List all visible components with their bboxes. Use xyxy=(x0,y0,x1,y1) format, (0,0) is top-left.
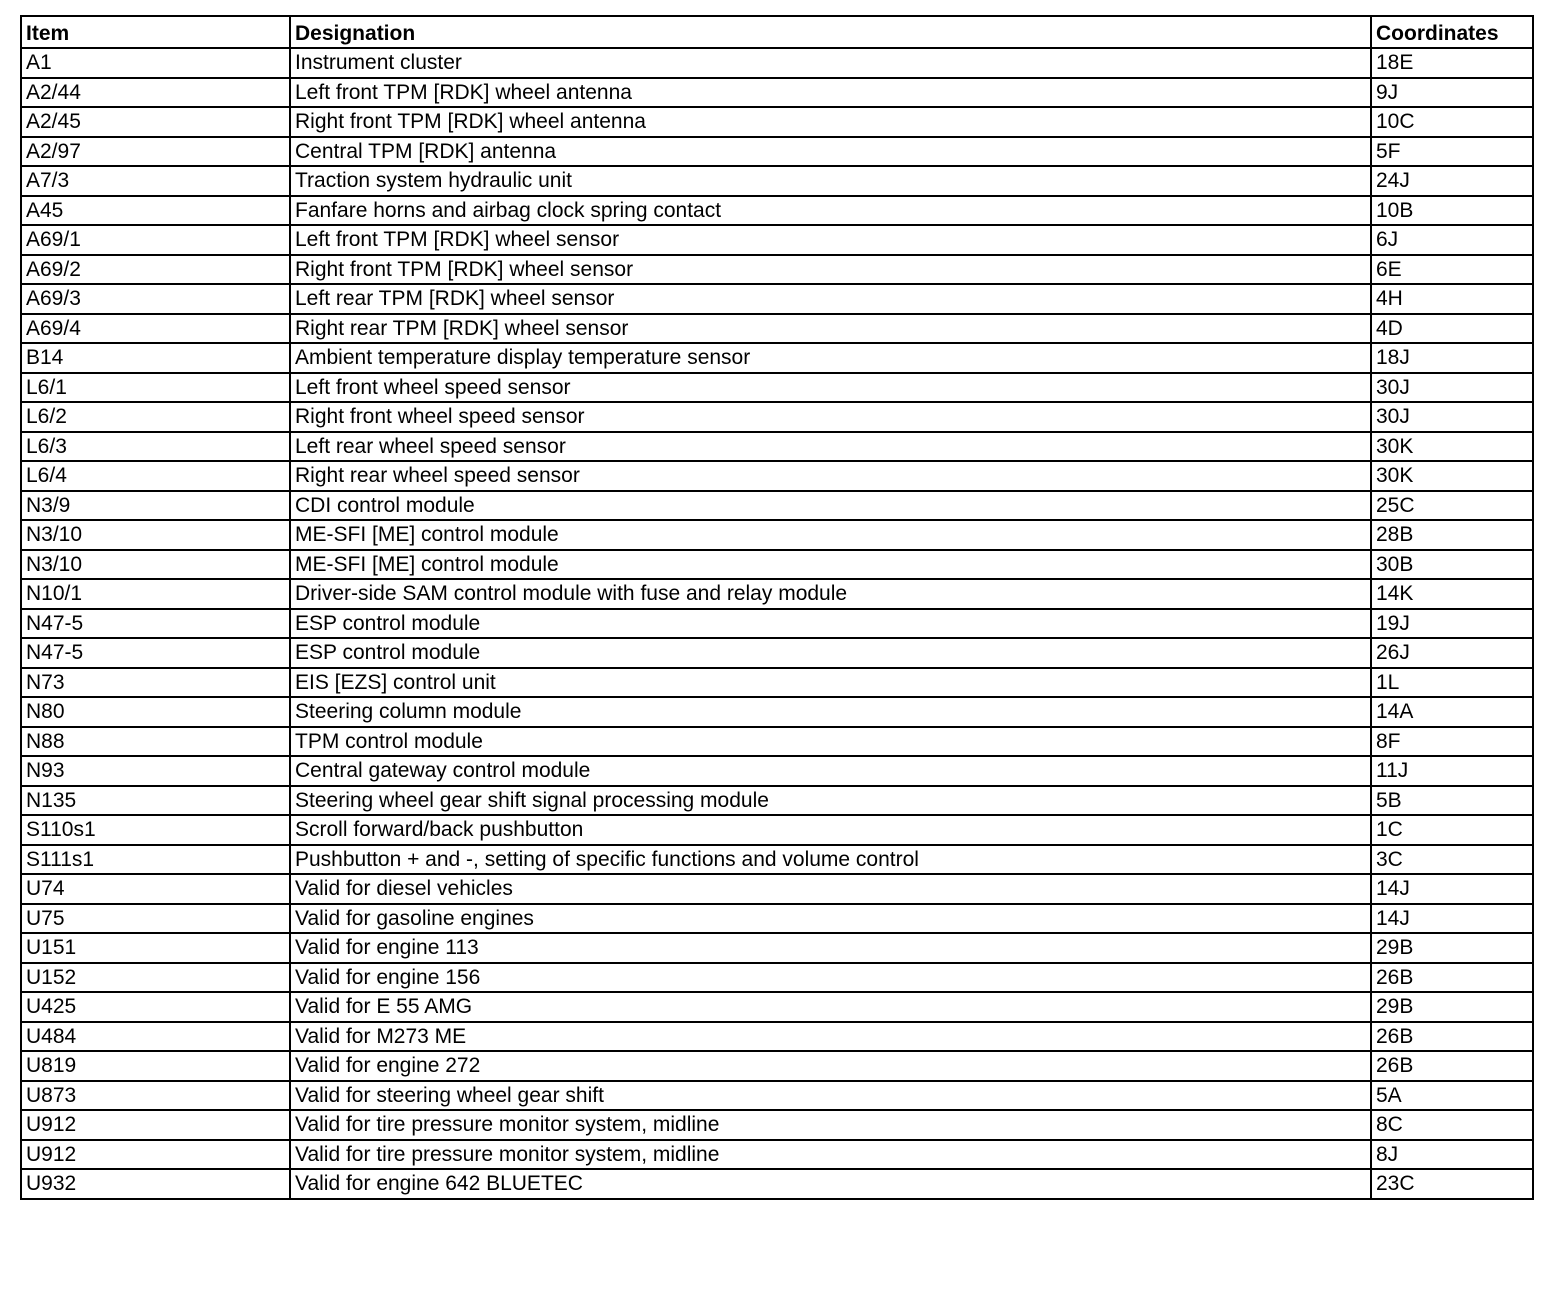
item-cell: N135 xyxy=(21,786,290,816)
coordinates-cell: 26B xyxy=(1371,1051,1533,1081)
coordinates-cell: 1C xyxy=(1371,815,1533,845)
table-row xyxy=(21,343,1533,373)
coordinates-cell: 26B xyxy=(1371,1022,1533,1052)
coordinates-cell: 8J xyxy=(1371,1140,1533,1170)
designation-cell: Valid for steering wheel gear shift xyxy=(290,1081,1371,1111)
item-cell: U152 xyxy=(21,963,290,993)
table-row xyxy=(21,609,1533,639)
coordinates-cell: 6J xyxy=(1371,225,1533,255)
item-cell: A45 xyxy=(21,196,290,226)
designation-cell: Pushbutton + and -, setting of specific functions and volume control xyxy=(290,845,1371,875)
header-row xyxy=(21,16,1533,48)
table-row xyxy=(21,1169,1533,1199)
coordinates-cell: 24J xyxy=(1371,166,1533,196)
item-cell: A1 xyxy=(21,48,290,78)
table-row xyxy=(21,1051,1533,1081)
item-cell: U484 xyxy=(21,1022,290,1052)
item-cell: S111s1 xyxy=(21,845,290,875)
item-cell: N93 xyxy=(21,756,290,786)
table-row xyxy=(21,196,1533,226)
table-row xyxy=(21,78,1533,108)
table-row xyxy=(21,491,1533,521)
designation-cell: Right front TPM [RDK] wheel sensor xyxy=(290,255,1371,285)
designation-cell: Steering wheel gear shift signal processing module xyxy=(290,786,1371,816)
coordinates-cell: 26B xyxy=(1371,963,1533,993)
table-row xyxy=(21,638,1533,668)
designation-cell: Right front wheel speed sensor xyxy=(290,402,1371,432)
table-row xyxy=(21,520,1533,550)
designation-cell: ESP control module xyxy=(290,609,1371,639)
table-row xyxy=(21,904,1533,934)
designation-cell: Central gateway control module xyxy=(290,756,1371,786)
designation-cell: Valid for gasoline engines xyxy=(290,904,1371,934)
coordinates-cell: 26J xyxy=(1371,638,1533,668)
item-cell: N3/10 xyxy=(21,520,290,550)
item-cell: U151 xyxy=(21,933,290,963)
component-legend-table xyxy=(20,15,1534,1200)
coordinates-cell: 8F xyxy=(1371,727,1533,757)
designation-cell: Driver-side SAM control module with fuse and relay module xyxy=(290,579,1371,609)
item-cell: U819 xyxy=(21,1051,290,1081)
item-cell: A2/45 xyxy=(21,107,290,137)
designation-cell: ME-SFI [ME] control module xyxy=(290,550,1371,580)
designation-cell: Left front TPM [RDK] wheel sensor xyxy=(290,225,1371,255)
item-cell: U912 xyxy=(21,1140,290,1170)
item-cell: N88 xyxy=(21,727,290,757)
designation-cell: CDI control module xyxy=(290,491,1371,521)
designation-cell: Valid for engine 156 xyxy=(290,963,1371,993)
designation-cell: Valid for tire pressure monitor system, midline xyxy=(290,1110,1371,1140)
table-row xyxy=(21,668,1533,698)
item-cell: U932 xyxy=(21,1169,290,1199)
designation-cell: ESP control module xyxy=(290,638,1371,668)
item-cell: N80 xyxy=(21,697,290,727)
designation-cell: Valid for E 55 AMG xyxy=(290,992,1371,1022)
item-cell: B14 xyxy=(21,343,290,373)
coordinates-cell: 14J xyxy=(1371,904,1533,934)
table-row xyxy=(21,963,1533,993)
coordinates-cell: 1L xyxy=(1371,668,1533,698)
item-cell: L6/3 xyxy=(21,432,290,462)
coordinates-cell: 6E xyxy=(1371,255,1533,285)
coordinates-cell: 19J xyxy=(1371,609,1533,639)
table-row xyxy=(21,992,1533,1022)
item-cell: N47-5 xyxy=(21,638,290,668)
designation-cell: Ambient temperature display temperature sensor xyxy=(290,343,1371,373)
designation-cell: Valid for engine 113 xyxy=(290,933,1371,963)
designation-cell: Left front wheel speed sensor xyxy=(290,373,1371,403)
table-row xyxy=(21,432,1533,462)
item-cell: L6/4 xyxy=(21,461,290,491)
designation-cell: Instrument cluster xyxy=(290,48,1371,78)
table-row xyxy=(21,1110,1533,1140)
designation-cell: Valid for engine 642 BLUETEC xyxy=(290,1169,1371,1199)
coordinates-cell: 30J xyxy=(1371,402,1533,432)
coordinates-cell: 10B xyxy=(1371,196,1533,226)
designation-cell: ME-SFI [ME] control module xyxy=(290,520,1371,550)
coordinates-cell: 8C xyxy=(1371,1110,1533,1140)
table-row xyxy=(21,225,1533,255)
table-row xyxy=(21,48,1533,78)
designation-cell: Valid for engine 272 xyxy=(290,1051,1371,1081)
table-row xyxy=(21,550,1533,580)
item-cell: L6/2 xyxy=(21,402,290,432)
coordinates-cell: 29B xyxy=(1371,992,1533,1022)
table-row xyxy=(21,255,1533,285)
item-cell: N3/9 xyxy=(21,491,290,521)
item-cell: N3/10 xyxy=(21,550,290,580)
item-cell: U75 xyxy=(21,904,290,934)
table-row xyxy=(21,933,1533,963)
designation-cell: Valid for tire pressure monitor system, midline xyxy=(290,1140,1371,1170)
item-cell: N47-5 xyxy=(21,609,290,639)
item-cell: A69/1 xyxy=(21,225,290,255)
coordinates-cell: 10C xyxy=(1371,107,1533,137)
item-cell: U912 xyxy=(21,1110,290,1140)
item-cell: A69/3 xyxy=(21,284,290,314)
designation-cell: Left rear TPM [RDK] wheel sensor xyxy=(290,284,1371,314)
designation-cell: Scroll forward/back pushbutton xyxy=(290,815,1371,845)
coordinates-cell: 4H xyxy=(1371,284,1533,314)
table-row xyxy=(21,845,1533,875)
coordinates-cell: 14J xyxy=(1371,874,1533,904)
item-cell: N73 xyxy=(21,668,290,698)
table-row xyxy=(21,314,1533,344)
item-cell: A69/4 xyxy=(21,314,290,344)
table-row xyxy=(21,1140,1533,1170)
designation-cell: Fanfare horns and airbag clock spring contact xyxy=(290,196,1371,226)
designation-cell: Traction system hydraulic unit xyxy=(290,166,1371,196)
coordinates-cell: 25C xyxy=(1371,491,1533,521)
designation-cell: TPM control module xyxy=(290,727,1371,757)
designation-cell: EIS [EZS] control unit xyxy=(290,668,1371,698)
designation-cell: Left rear wheel speed sensor xyxy=(290,432,1371,462)
table-row xyxy=(21,1022,1533,1052)
header-item: Item xyxy=(21,16,290,48)
coordinates-cell: 4D xyxy=(1371,314,1533,344)
coordinates-cell: 29B xyxy=(1371,933,1533,963)
designation-cell: Right front TPM [RDK] wheel antenna xyxy=(290,107,1371,137)
item-cell: U425 xyxy=(21,992,290,1022)
item-cell: U873 xyxy=(21,1081,290,1111)
designation-cell: Steering column module xyxy=(290,697,1371,727)
coordinates-cell: 23C xyxy=(1371,1169,1533,1199)
table-row xyxy=(21,579,1533,609)
coordinates-cell: 14A xyxy=(1371,697,1533,727)
header-coordinates: Coordinates xyxy=(1371,16,1533,48)
designation-cell: Right rear wheel speed sensor xyxy=(290,461,1371,491)
coordinates-cell: 18E xyxy=(1371,48,1533,78)
table-row xyxy=(21,815,1533,845)
coordinates-cell: 5B xyxy=(1371,786,1533,816)
table-row xyxy=(21,402,1533,432)
item-cell: A2/44 xyxy=(21,78,290,108)
coordinates-cell: 14K xyxy=(1371,579,1533,609)
coordinates-cell: 18J xyxy=(1371,343,1533,373)
coordinates-cell: 30J xyxy=(1371,373,1533,403)
coordinates-cell: 9J xyxy=(1371,78,1533,108)
coordinates-cell: 5A xyxy=(1371,1081,1533,1111)
table-row xyxy=(21,697,1533,727)
designation-cell: Valid for diesel vehicles xyxy=(290,874,1371,904)
table-row xyxy=(21,786,1533,816)
item-cell: N10/1 xyxy=(21,579,290,609)
table-row xyxy=(21,874,1533,904)
coordinates-cell: 3C xyxy=(1371,845,1533,875)
coordinates-cell: 30K xyxy=(1371,461,1533,491)
table-row xyxy=(21,1081,1533,1111)
table-row xyxy=(21,137,1533,167)
coordinates-cell: 30B xyxy=(1371,550,1533,580)
table-row xyxy=(21,727,1533,757)
designation-cell: Valid for M273 ME xyxy=(290,1022,1371,1052)
table-row xyxy=(21,284,1533,314)
table-row xyxy=(21,166,1533,196)
item-cell: U74 xyxy=(21,874,290,904)
item-cell: A2/97 xyxy=(21,137,290,167)
table-row xyxy=(21,107,1533,137)
table-row xyxy=(21,373,1533,403)
table-row xyxy=(21,756,1533,786)
coordinates-cell: 5F xyxy=(1371,137,1533,167)
coordinates-cell: 30K xyxy=(1371,432,1533,462)
coordinates-cell: 28B xyxy=(1371,520,1533,550)
item-cell: L6/1 xyxy=(21,373,290,403)
item-cell: S110s1 xyxy=(21,815,290,845)
header-designation: Designation xyxy=(290,16,1371,48)
item-cell: A69/2 xyxy=(21,255,290,285)
designation-cell: Left front TPM [RDK] wheel antenna xyxy=(290,78,1371,108)
table-body xyxy=(21,48,1533,1199)
designation-cell: Central TPM [RDK] antenna xyxy=(290,137,1371,167)
item-cell: A7/3 xyxy=(21,166,290,196)
table-row xyxy=(21,461,1533,491)
designation-cell: Right rear TPM [RDK] wheel sensor xyxy=(290,314,1371,344)
coordinates-cell: 11J xyxy=(1371,756,1533,786)
